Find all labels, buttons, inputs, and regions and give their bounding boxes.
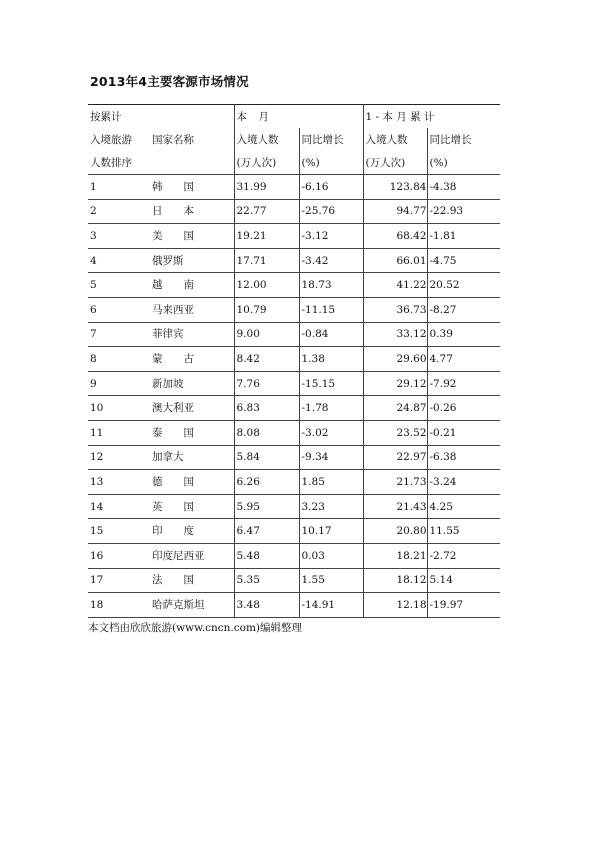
country-cell: 新加坡 [150,371,234,396]
month-growth-cell: 10.17 [299,519,363,544]
month-growth-cell: -15.15 [299,371,363,396]
cum-arrivals-cell: 24.87 [363,396,427,421]
country-cell: 加拿大 [150,445,234,470]
cum-arrivals-cell: 20.80 [363,519,427,544]
cum-arrivals-cell: 66.01 [363,248,427,273]
country-cell: 韩 国 [150,175,234,200]
table-row [88,248,500,273]
month-arrivals-cell: 9.00 [234,322,299,347]
month-growth-cell: -3.12 [299,224,363,249]
table-row [88,519,500,544]
country-cell: 澳大利亚 [150,396,234,421]
month-arrivals-cell: 8.08 [234,420,299,445]
table-row [88,371,500,396]
rank-cell: 14 [88,494,150,519]
rank-header-line3: 人数排序 [88,151,150,175]
month-growth-cell: -3.02 [299,420,363,445]
cum-growth-cell: -4.38 [427,175,500,200]
cum-arrivals-cell: 21.43 [363,494,427,519]
cum-arrivals-cell: 29.12 [363,371,427,396]
month-arrivals-cell: 22.77 [234,199,299,224]
table-row [88,568,500,593]
rank-cell: 11 [88,420,150,445]
table-row [88,273,500,298]
header-row-2 [88,128,500,151]
header-row-1 [88,105,500,129]
country-header-spacer [150,105,234,129]
rank-cell: 13 [88,470,150,495]
country-cell: 英 国 [150,494,234,519]
cum-growth-unit: (%) [427,151,500,175]
month-growth-cell: 3.23 [299,494,363,519]
table-row [88,470,500,495]
table-row [88,297,500,322]
cum-growth-cell: -0.26 [427,396,500,421]
month-arrivals-cell: 19.21 [234,224,299,249]
cum-arrivals-cell: 68.42 [363,224,427,249]
country-cell: 泰 国 [150,420,234,445]
country-cell: 俄罗斯 [150,248,234,273]
table-row [88,396,500,421]
cum-growth-cell: 4.77 [427,347,500,372]
header-row-3 [88,151,500,175]
country-cell: 越 南 [150,273,234,298]
month-growth-cell: -0.84 [299,322,363,347]
cum-growth-cell: -19.97 [427,593,500,618]
footer-note: 本文档由欣欣旅游(www.cncn.com)编辑整理 [88,622,303,634]
rank-cell: 4 [88,248,150,273]
cum-growth-cell: 20.52 [427,273,500,298]
cum-growth-header: 同比增长 [429,133,472,146]
month-arrivals-cell: 17.71 [234,248,299,273]
month-arrivals-cell: 6.26 [234,470,299,495]
country-header-spacer-2 [150,151,234,175]
rank-header-line2: 入境旅游 [90,133,132,146]
country-cell: 日 本 [150,199,234,224]
country-name-header: 国家名称 [150,128,234,151]
cum-growth-cell: 5.14 [427,568,500,593]
table-row [88,347,500,372]
cum-growth-cell: 4.25 [427,494,500,519]
rank-cell: 3 [88,224,150,249]
month-arrivals-cell: 6.47 [234,519,299,544]
rank-cell: 6 [88,297,150,322]
cum-growth-cell: -1.81 [427,224,500,249]
month-growth-cell: -9.34 [299,445,363,470]
table-row [88,224,500,249]
month-growth-cell: -11.15 [299,297,363,322]
month-growth-header: 同比增长 [299,128,363,151]
month-arrivals-cell: 5.48 [234,543,299,568]
rank-cell: 5 [88,273,150,298]
month-growth-cell: 18.73 [299,273,363,298]
month-growth-cell: -14.91 [299,593,363,618]
table-row [88,593,500,618]
month-growth-cell: -25.76 [299,199,363,224]
cum-growth-cell: -22.93 [427,199,500,224]
table-row [88,420,500,445]
cum-growth-cell: -2.72 [427,543,500,568]
cum-arrivals-unit: (万人次) [363,151,427,175]
month-arrivals-unit: (万人次) [234,151,299,175]
cumulative-group-header: 1 - 本 月 累 计 [363,105,500,129]
month-growth-cell: 1.38 [299,347,363,372]
month-growth-cell: 1.55 [299,568,363,593]
country-cell: 美 国 [150,224,234,249]
month-growth-cell: 1.85 [299,470,363,495]
table-row [88,494,500,519]
cum-growth-cell: 0.39 [427,322,500,347]
table-row [88,322,500,347]
cum-arrivals-cell: 41.22 [363,273,427,298]
cum-arrivals-cell: 21.73 [363,470,427,495]
month-arrivals-cell: 7.76 [234,371,299,396]
cum-arrivals-cell: 29.60 [363,347,427,372]
cum-arrivals-header: 入境人数 [363,128,427,151]
rank-cell: 8 [88,347,150,372]
rank-cell: 18 [88,593,150,618]
rank-cell: 2 [88,199,150,224]
country-cell: 哈萨克斯坦 [150,593,234,618]
rank-header-line1: 按累计 [88,105,150,129]
country-cell: 蒙 古 [150,347,234,372]
table-row [88,543,500,568]
month-arrivals-cell: 10.79 [234,297,299,322]
country-cell: 菲律宾 [150,322,234,347]
month-arrivals-header: 入境人数 [234,128,299,151]
rank-cell: 17 [88,568,150,593]
month-growth-cell: 0.03 [299,543,363,568]
month-group-header: 本 月 [234,105,363,129]
month-arrivals-cell: 3.48 [234,593,299,618]
cum-growth-cell: -4.75 [427,248,500,273]
rank-cell: 7 [88,322,150,347]
cum-arrivals-cell: 36.73 [363,297,427,322]
rank-cell: 10 [88,396,150,421]
rank-cell: 12 [88,445,150,470]
month-growth-unit: (%) [299,151,363,175]
rank-cell: 15 [88,519,150,544]
month-arrivals-cell: 5.84 [234,445,299,470]
country-cell: 印 度 [150,519,234,544]
country-cell: 马来西亚 [150,297,234,322]
cum-growth-cell: -7.92 [427,371,500,396]
table-row [88,199,500,224]
cum-arrivals-cell: 23.52 [363,420,427,445]
month-arrivals-cell: 6.83 [234,396,299,421]
month-growth-cell: -1.78 [299,396,363,421]
cum-arrivals-cell: 22.97 [363,445,427,470]
country-cell: 德 国 [150,470,234,495]
month-arrivals-cell: 8.42 [234,347,299,372]
month-arrivals-cell: 31.99 [234,175,299,200]
cum-arrivals-cell: 18.12 [363,568,427,593]
country-cell: 印度尼西亚 [150,543,234,568]
month-growth-cell: -6.16 [299,175,363,200]
cum-arrivals-cell: 12.18 [363,593,427,618]
cum-arrivals-cell: 94.77 [363,199,427,224]
source-market-table [88,104,500,618]
cum-arrivals-cell: 33.12 [363,322,427,347]
month-arrivals-cell: 5.95 [234,494,299,519]
cum-growth-cell: -0.21 [427,420,500,445]
cum-arrivals-cell: 123.84 [363,175,427,200]
country-cell: 法 国 [150,568,234,593]
month-arrivals-cell: 5.35 [234,568,299,593]
cum-growth-cell: -3.24 [427,470,500,495]
page-title: 2013年4主要客源市场情况 [90,74,249,89]
cum-growth-cell: -8.27 [427,297,500,322]
table-row [88,175,500,200]
rank-cell: 9 [88,371,150,396]
rank-cell: 16 [88,543,150,568]
month-growth-cell: -3.42 [299,248,363,273]
month-arrivals-cell: 12.00 [234,273,299,298]
cum-growth-cell: 11.55 [427,519,500,544]
table-row [88,445,500,470]
cum-growth-cell: -6.38 [427,445,500,470]
cum-arrivals-cell: 18.21 [363,543,427,568]
rank-cell: 1 [88,175,150,200]
